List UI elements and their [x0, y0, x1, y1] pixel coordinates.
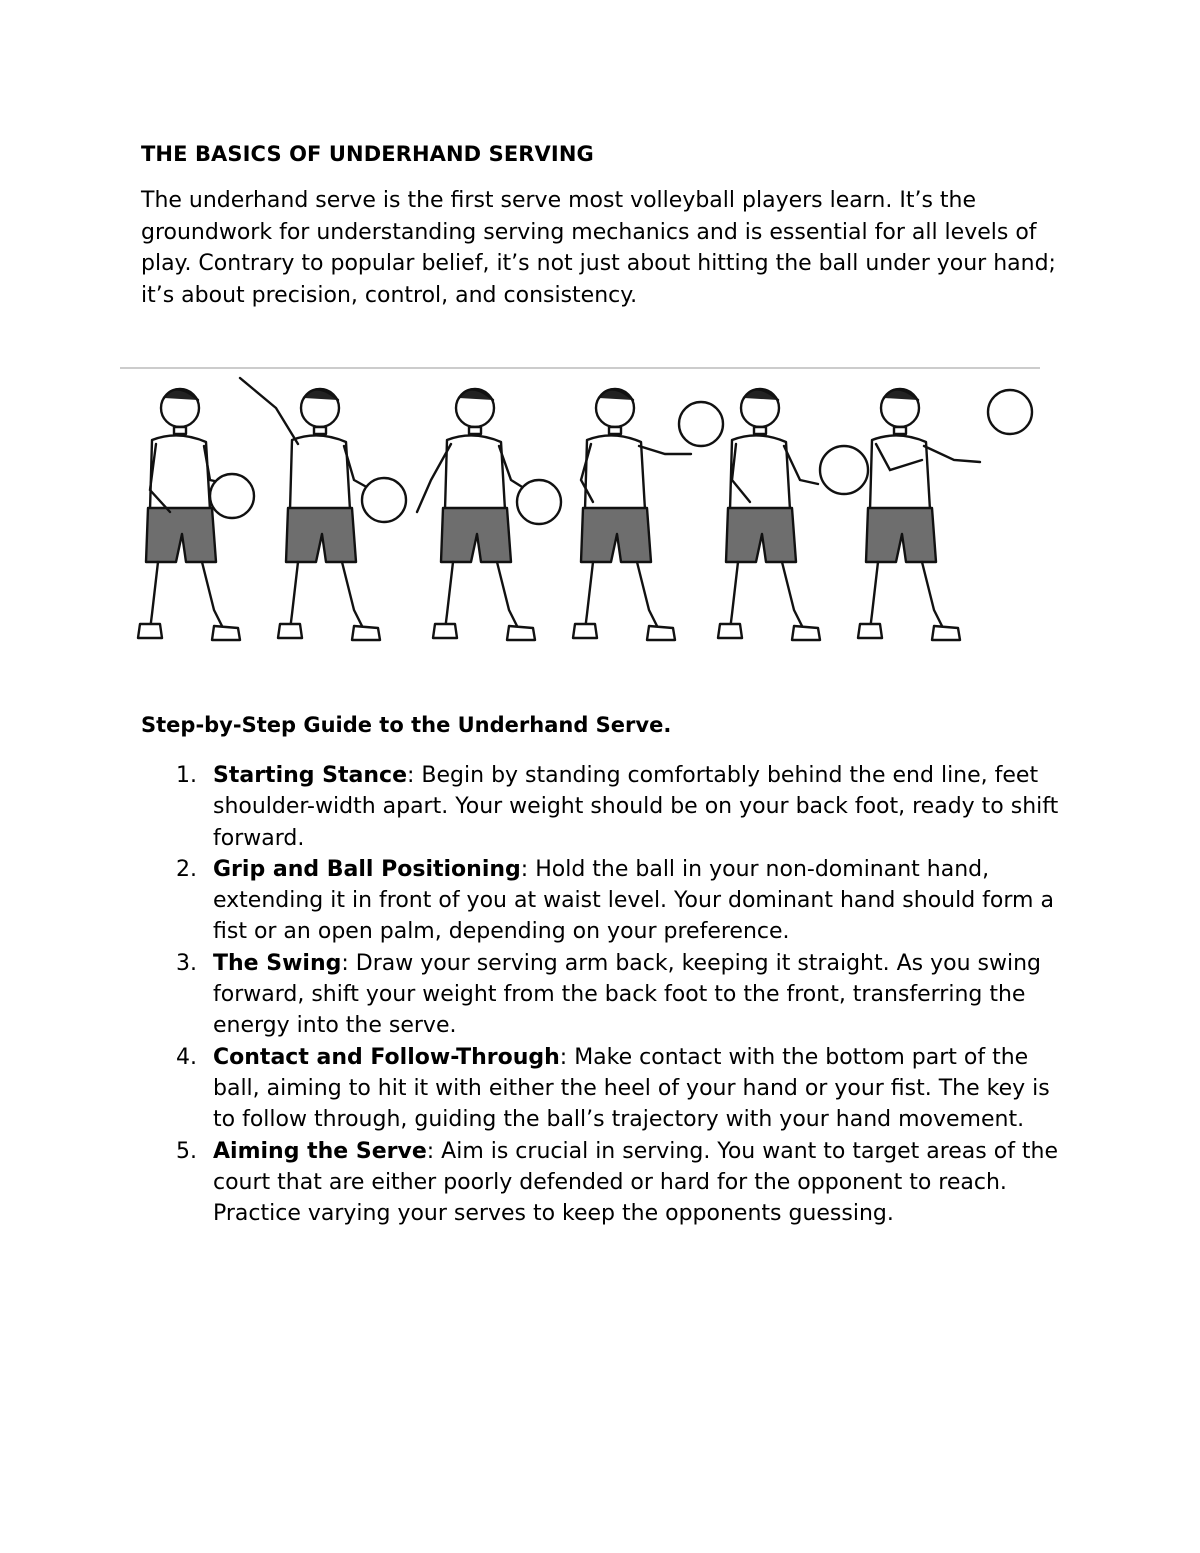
list-item — [141, 1136, 1071, 1230]
list-item — [141, 1042, 1071, 1136]
list-number: 3. — [176, 950, 197, 976]
step-term: Aiming the Serve — [213, 1138, 427, 1164]
step-text: : Begin by standing comfortably behind the end line, feet shoulder-width apart. Your weight should be on your back foot, ready to shift forward. — [213, 763, 1059, 851]
step-text: : Aim is crucial in serving. You want to target areas of the court that are either poorly defended or hard for the opponent to reach. Practice varying your serves to keep the opponents guessing. — [213, 1138, 1059, 1227]
step-text: : Draw your serving arm back, keeping it straight. As you swing forward, shift your weight from the back foot to the front, transferring the energy into the serve. — [213, 950, 1041, 1039]
step-term: Starting Stance — [213, 763, 408, 788]
list-number: 1. — [176, 763, 197, 788]
list-number: 4. — [176, 1044, 197, 1070]
step-term: Contact and Follow-Through — [213, 1044, 560, 1070]
step-term: The Swing — [213, 950, 342, 976]
section-heading: Step-by-Step Guide to the Underhand Serve. — [141, 713, 672, 737]
list-item — [141, 760, 1071, 854]
list-item — [141, 854, 1071, 948]
list-number: 2. — [176, 856, 197, 882]
step-text: : Hold the ball in your non-dominant hand, extending it in front of you at waist level. Your dominant hand should form a fist or an open palm, depending on your preference. — [213, 856, 1054, 945]
volleyball-underhand-serve-sequence-icon — [120, 362, 1040, 647]
intro-paragraph: The underhand serve is the first serve most volleyball players learn. It’s the groundwork for understanding serving mechanics and is essential for all levels of play. Contrary to popular belief, it’s not just about hitting the ball under your hand; it’s about precision, control, and consistency. — [141, 188, 1056, 308]
list-item — [141, 948, 1071, 1042]
page-title: THE BASICS OF UNDERHAND SERVING — [141, 142, 594, 166]
steps-list — [141, 760, 1071, 1229]
step-text: : Make contact with the bottom part of the ball, aiming to hit it with either the heel of your hand or your fist. The key is to follow through, guiding the ball’s trajectory with your hand movement. — [213, 1044, 1050, 1133]
step-term: Grip and Ball Positioning — [213, 856, 521, 882]
list-number: 5. — [176, 1138, 197, 1164]
